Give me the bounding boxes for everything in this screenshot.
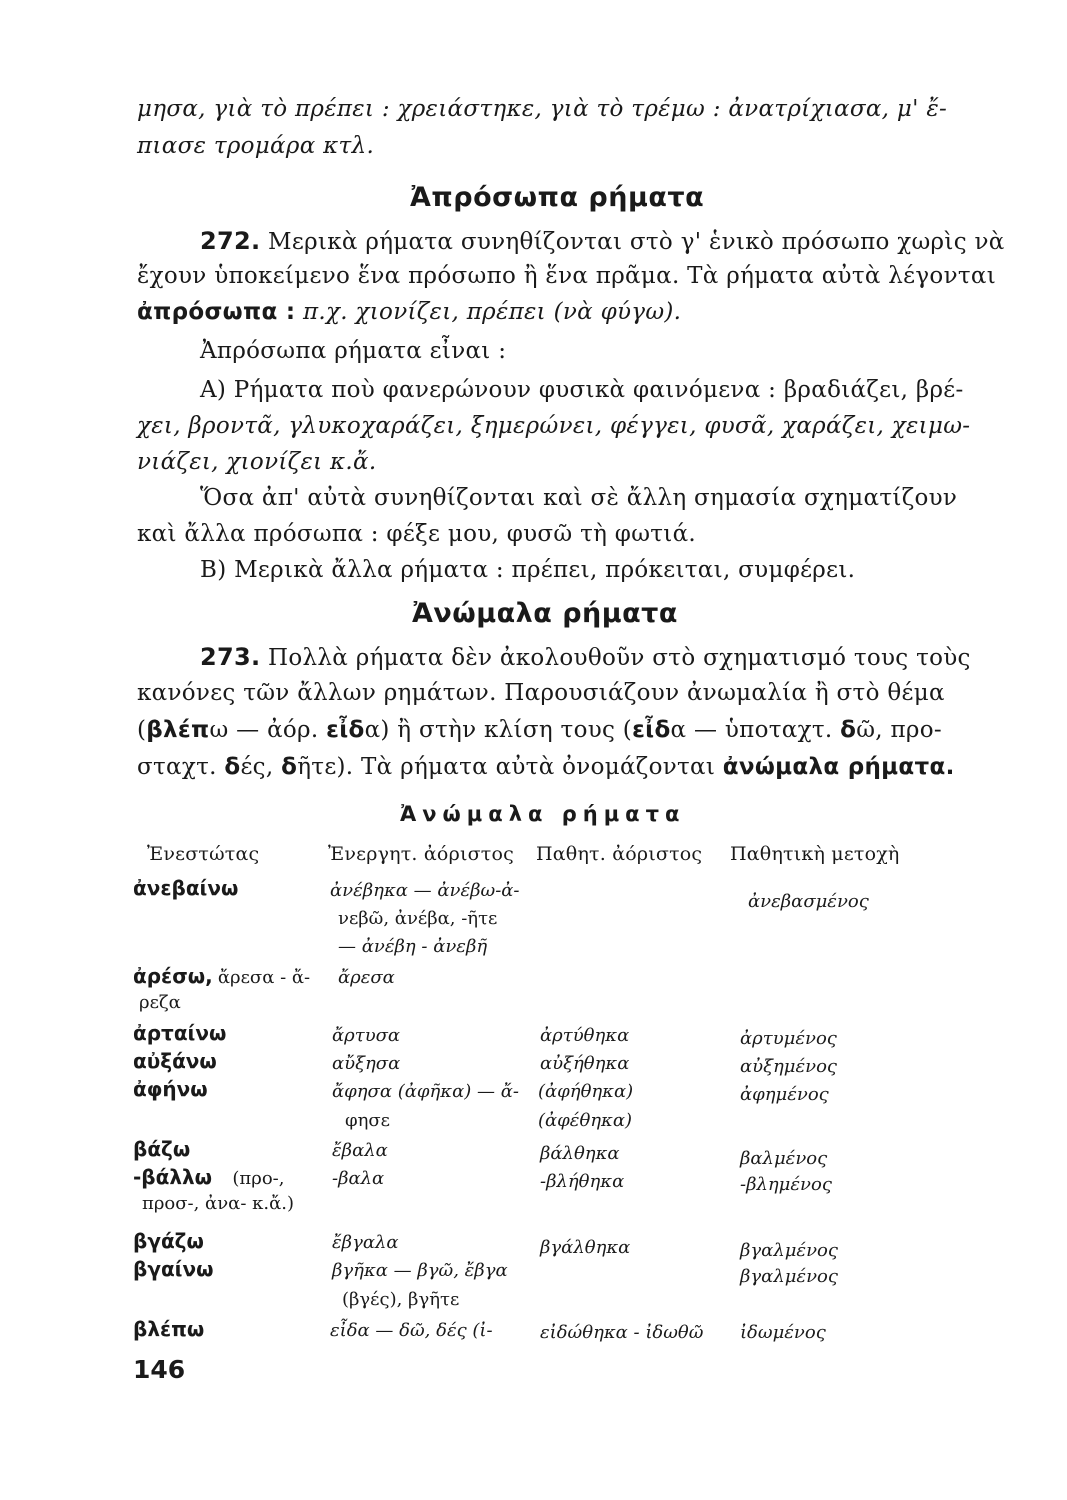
table-row-present: ἀρταίνω bbox=[133, 1021, 227, 1045]
intro-line-1: μησα, γιὰ τὸ πρέπει : χρειάστηκε, γιὰ τὸ τρέμω : ἀνατρίχιασα, μ' ἔ- bbox=[137, 96, 948, 122]
examples-text: π.χ. χιονίζει, πρέπει (νὰ φύγω). bbox=[303, 299, 682, 325]
text-fragment: ῆτε). Τὰ ρήματα αὐτὰ ὀνομάζονται bbox=[297, 754, 716, 780]
section-heading-irregular-verbs: Ἀνώμαλα ρήματα bbox=[412, 598, 678, 629]
table-row-active-aorist: (βγές), βγῆτε bbox=[342, 1289, 460, 1310]
term-irregular: ἀνώμαλα ρήματα. bbox=[722, 754, 955, 780]
table-row-participle: ἰδωμένος bbox=[740, 1322, 826, 1343]
paragraph-272-line-3 bbox=[137, 299, 681, 325]
table-row-present-extra: ἄρεσα - ἄ- bbox=[217, 967, 311, 988]
table-row-active-aorist: — ἀνέβη - ἀνεβῆ bbox=[338, 936, 488, 957]
text-fragment: α — ὑποταχτ. bbox=[670, 717, 833, 743]
item-b-line: Β) Μερικὰ ἄλλα ρήματα : πρέπει, πρόκειται, συμφέρει. bbox=[200, 557, 856, 583]
stem-bold: εἶδ bbox=[632, 717, 671, 743]
table-row-active-aorist: αὔξησα bbox=[332, 1053, 401, 1074]
table-row-active-aorist: ἔβαλα bbox=[332, 1140, 388, 1161]
paragraph-text: Μερικὰ ρήματα συνηθίζονται στὸ γ' ἑνικὸ πρόσωπο χωρὶς νὰ bbox=[268, 229, 1005, 255]
osa-line-2: καὶ ἄλλα πρόσωπα : φέξε μου, φυσῶ τὴ φωτιά. bbox=[137, 521, 697, 547]
column-header-passive-participle: Παθητικὴ μετοχὴ bbox=[730, 843, 900, 865]
osa-line-1: Ὅσα ἀπ' αὐτὰ συνηθίζονται καὶ σὲ ἄλλη σημασία σχηματίζουν bbox=[200, 485, 958, 511]
term-impersonal: ἀπρόσωπα : bbox=[137, 299, 296, 325]
table-row-active-aorist: βγῆκα — βγῶ, ἔβγα bbox=[332, 1260, 508, 1281]
table-row-passive-aorist: βγάλθηκα bbox=[540, 1237, 631, 1258]
table-row-active-aorist: ἄφησα (ἀφῆκα) — ἄ- bbox=[332, 1081, 519, 1102]
table-row-present: -βάλλω bbox=[133, 1165, 213, 1189]
stem-bold: δ bbox=[840, 717, 857, 743]
table-row-active-aorist: -βαλα bbox=[332, 1168, 385, 1189]
table-row-participle: βαλμένος bbox=[740, 1148, 828, 1169]
paragraph-272-line-4: Ἀπρόσωπα ρήματα εἶναι : bbox=[200, 338, 507, 364]
paragraph-number: 272. bbox=[200, 227, 261, 255]
table-row-participle: βγαλμένος bbox=[740, 1240, 838, 1261]
table-row-present-cell bbox=[133, 1165, 284, 1189]
page-number: 146 bbox=[133, 1355, 186, 1384]
table-row-present: βλέπω bbox=[133, 1317, 205, 1341]
table-row-present-extra: (προ-, bbox=[232, 1168, 285, 1189]
table-row-active-aorist: εἶδα — δῶ, δές (ἰ- bbox=[330, 1320, 493, 1341]
table-row-present: αὐξάνω bbox=[133, 1049, 217, 1073]
column-header-active-aorist: Ἐνεργητ. ἀόριστος bbox=[328, 843, 514, 865]
column-header-present: Ἐνεστώτας bbox=[147, 843, 260, 865]
text-fragment: ω — ἀόρ. bbox=[209, 717, 319, 743]
table-row-participle: βγαλμένος bbox=[740, 1266, 838, 1287]
text-fragment: ῶ, προ- bbox=[856, 717, 942, 743]
table-row-present-extra: ρεζα bbox=[139, 992, 181, 1013]
table-row-passive-aorist: βάλθηκα bbox=[540, 1143, 620, 1164]
stem-bold: βλέπ bbox=[146, 717, 210, 743]
text-fragment: ές, bbox=[240, 754, 274, 780]
table-row-participle: αὐξημένος bbox=[740, 1056, 838, 1077]
stem-bold: δ bbox=[224, 754, 241, 780]
item-a-line-3: νιάζει, χιονίζει κ.ἄ. bbox=[137, 449, 377, 475]
table-row-passive-aorist: -βλήθηκα bbox=[540, 1171, 625, 1192]
text-fragment: ( bbox=[137, 717, 147, 743]
paragraph-273-line-3 bbox=[137, 717, 942, 743]
section-heading-impersonal-verbs: Ἀπρόσωπα ρήματα bbox=[410, 182, 705, 213]
table-row-present: βάζω bbox=[133, 1137, 191, 1161]
table-row-participle: -βλημένος bbox=[740, 1174, 832, 1195]
intro-line-2: πιασε τρομάρα κτλ. bbox=[137, 133, 375, 159]
table-title: Ἀνώμαλα ρήματα bbox=[400, 802, 686, 826]
table-row-active-aorist: νεβῶ, ἀνέβα, -ῆτε bbox=[338, 908, 498, 929]
paragraph-number: 273. bbox=[200, 643, 261, 671]
table-row-active-aorist: ἄρεσα bbox=[338, 967, 395, 988]
table-row-active-aorist: ἀνέβηκα — ἀνέβω-ἀ- bbox=[330, 880, 520, 901]
table-row-participle: ἀνεβασμένος bbox=[748, 891, 869, 912]
table-row-participle: ἀφημένος bbox=[740, 1084, 829, 1105]
stem-bold: εἶδ bbox=[326, 717, 365, 743]
table-row-present: ἀφήνω bbox=[133, 1077, 208, 1101]
paragraph-272-line-1 bbox=[200, 227, 1005, 255]
table-row-present: βγάζω bbox=[133, 1229, 204, 1253]
table-row-passive-aorist: (ἀφέθηκα) bbox=[538, 1110, 633, 1131]
paragraph-273-line-2: κανόνες τῶν ἄλλων ρημάτων. Παρουσιάζουν ἀνωμαλία ἢ στὸ θέμα bbox=[137, 680, 945, 706]
text-fragment: σταχτ. bbox=[137, 754, 217, 780]
text-fragment: α) ἢ στὴν κλίση τους ( bbox=[364, 717, 633, 743]
table-row-active-aorist: ἔβγαλα bbox=[332, 1232, 399, 1253]
paragraph-273-line-1 bbox=[200, 643, 971, 671]
item-a-line-2: χει, βροντᾶ, γλυκοχαράζει, ξημερώνει, φέγγει, φυσᾶ, χαράζει, χειμω- bbox=[137, 413, 971, 439]
table-row-passive-aorist: ἀρτύθηκα bbox=[540, 1025, 630, 1046]
table-row-active-aorist: φησε bbox=[345, 1110, 390, 1131]
paragraph-text: Πολλὰ ρήματα δὲν ἀκολουθοῦν στὸ σχηματισμό τους τοὺς bbox=[268, 645, 971, 671]
table-row-present-cell bbox=[133, 964, 310, 988]
paragraph-272-line-2: ἔχουν ὑποκείμενο ἕνα πρόσωπο ἢ ἕνα πρᾶμα. Τὰ ρήματα αὐτὰ λέγονται bbox=[137, 263, 997, 289]
table-row-present: ἀνεβαίνω bbox=[133, 876, 239, 900]
table-row-present: βγαίνω bbox=[133, 1257, 214, 1281]
table-row-passive-aorist: εἰδώθηκα - ἰδωθῶ bbox=[540, 1322, 704, 1343]
column-header-passive-aorist: Παθητ. ἀόριστος bbox=[536, 843, 703, 865]
stem-bold: δ bbox=[281, 754, 298, 780]
table-row-passive-aorist: αὐξήθηκα bbox=[540, 1053, 630, 1074]
table-row-present-extra: προσ-, ἀνα- κ.ἄ.) bbox=[142, 1193, 294, 1214]
table-row-participle: ἀρτυμένος bbox=[740, 1028, 837, 1049]
item-a-line-1: Α) Ρήματα ποὺ φανερώνουν φυσικὰ φαινόμενα : βραδιάζει, βρέ- bbox=[200, 377, 964, 403]
table-row-active-aorist: ἄρτυσα bbox=[332, 1025, 401, 1046]
table-row-passive-aorist: (ἀφήθηκα) bbox=[538, 1081, 634, 1102]
paragraph-273-line-4 bbox=[137, 754, 955, 780]
table-row-present: ἀρέσω, bbox=[133, 964, 213, 988]
